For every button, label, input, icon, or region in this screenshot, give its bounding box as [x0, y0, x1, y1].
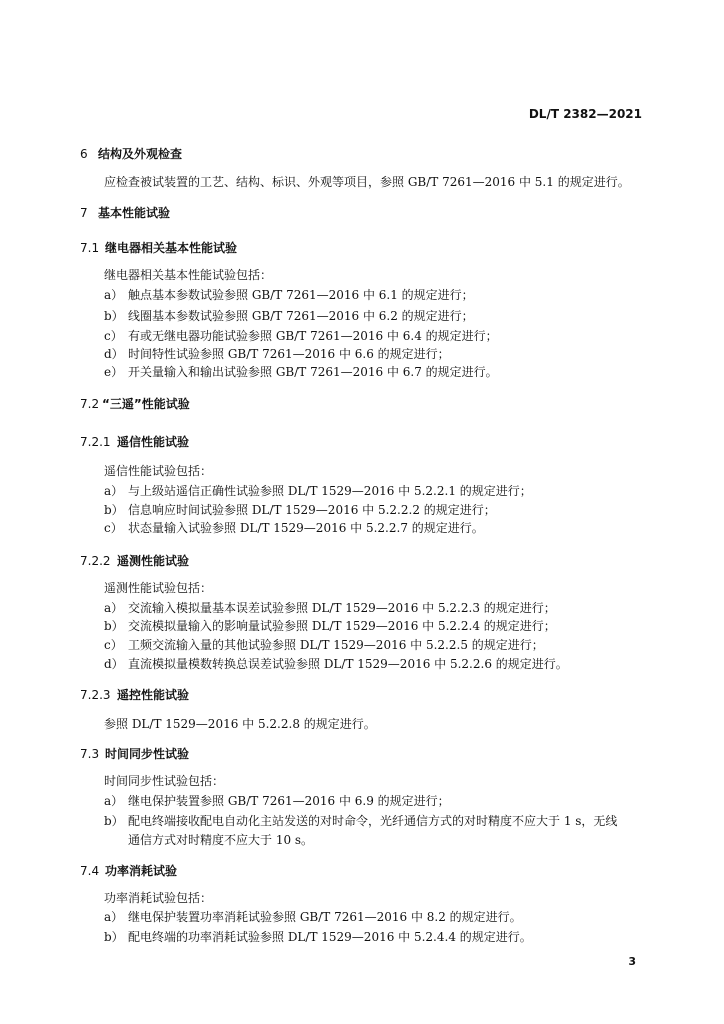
list-text: 触点基本参数试验参照 GB/T 7261—2016 中 6.1 的规定进行；: [128, 288, 474, 302]
list-marker: e）: [104, 365, 124, 379]
heading-7-2-2: [80, 553, 189, 569]
section-number: 7.4: [80, 864, 100, 878]
section-title: 继电器相关基本性能试验: [105, 241, 238, 255]
standard-code: DL/T 2382—2021: [528, 107, 642, 121]
section-number: 7.2.2: [80, 554, 111, 568]
list-text: 有或无继电器功能试验参照 GB/T 7261—2016 中 6.4 的规定进行；: [128, 329, 498, 343]
heading-7: [80, 205, 170, 221]
list-item: [104, 520, 484, 536]
list-marker: d）: [104, 347, 124, 361]
list-marker: c）: [104, 329, 123, 343]
list-item: [104, 637, 544, 653]
section-title: 功率消耗试验: [105, 864, 178, 878]
section-number: 6: [80, 147, 88, 161]
page-number: 3: [628, 955, 636, 968]
list-marker: a）: [104, 484, 124, 498]
heading-7-1: [80, 240, 237, 256]
list-text: 配电终端接收配电自动化主站发送的对时命令，光纤通信方式的对时精度不应大于 1 s，无线: [128, 814, 618, 828]
section-number: 7.3: [80, 747, 100, 761]
heading-7-2: [80, 396, 190, 412]
list-item: [104, 618, 556, 634]
list-item: [104, 346, 450, 362]
heading-7-3: [80, 746, 189, 762]
list-text: 交流模拟量输入的影响量试验参照 DL/T 1529—2016 中 5.2.2.4 的规定进行；: [128, 619, 556, 633]
section-title: 遥控性能试验: [117, 688, 190, 702]
list-item: [104, 813, 617, 829]
list-item: [104, 909, 522, 925]
list-text: 工频交流输入量的其他试验参照 DL/T 1529—2016 中 5.2.2.5 的规定进行；: [128, 638, 544, 652]
list-marker: b）: [104, 619, 124, 633]
heading-6: [80, 146, 182, 162]
list-item: [104, 287, 474, 303]
section-number: 7.2: [80, 397, 100, 411]
list-marker: a）: [104, 288, 124, 302]
list-item: [104, 502, 496, 518]
list-item: [104, 793, 450, 809]
list-text: 状态量输入试验参照 DL/T 1529—2016 中 5.2.2.7 的规定进行。: [128, 521, 484, 535]
list-text: 继电保护装置参照 GB/T 7261—2016 中 6.9 的规定进行；: [128, 794, 450, 808]
list-text: 信息响应时间试验参照 DL/T 1529—2016 中 5.2.2.2 的规定进行；: [128, 503, 496, 517]
list-marker: b）: [104, 814, 124, 828]
heading-7-4: [80, 863, 177, 879]
list-item: [104, 929, 532, 945]
section-7-3-intro: 时间同步性试验包括：: [104, 774, 225, 788]
list-text: 配电终端的功率消耗试验参照 DL/T 1529—2016 中 5.2.4.4 的规定进行。: [128, 930, 532, 944]
section-title: “三遥”性能试验: [102, 397, 190, 411]
list-text: 与上级站遥信正确性试验参照 DL/T 1529—2016 中 5.2.2.1 的规定进行；: [128, 484, 532, 498]
heading-7-2-1: [80, 434, 189, 450]
section-7-2-3-body: 参照 DL/T 1529—2016 中 5.2.2.8 的规定进行。: [104, 717, 376, 731]
list-marker: a）: [104, 601, 124, 615]
list-marker: c）: [104, 638, 123, 652]
list-marker: a）: [104, 794, 124, 808]
section-title: 遥信性能试验: [117, 435, 190, 449]
list-text: 继电保护装置功率消耗试验参照 GB/T 7261—2016 中 8.2 的规定进行。: [128, 910, 522, 924]
section-7-4-intro: 功率消耗试验包括：: [104, 891, 213, 905]
section-title: 结构及外观检查: [98, 147, 183, 161]
section-7-2-2-intro: 遥测性能试验包括：: [104, 581, 213, 595]
list-marker: b）: [104, 930, 124, 944]
list-marker: b）: [104, 503, 124, 517]
section-number: 7: [80, 206, 88, 220]
list-text: 交流输入模拟量基本误差试验参照 DL/T 1529—2016 中 5.2.2.3 的规定进行；: [128, 601, 556, 615]
list-item-continuation: 通信方式对时精度不应大于 10 s。: [128, 833, 314, 847]
section-7-1-intro: 继电器相关基本性能试验包括：: [104, 268, 273, 282]
section-7-2-1-intro: 遥信性能试验包括：: [104, 464, 213, 478]
list-marker: d）: [104, 657, 124, 671]
section-number: 7.2.1: [80, 435, 111, 449]
section-title: 遥测性能试验: [117, 554, 190, 568]
list-item: [104, 364, 498, 380]
list-text: 开关量输入和输出试验参照 GB/T 7261—2016 中 6.7 的规定进行。: [128, 365, 498, 379]
list-item: [104, 656, 568, 672]
list-item: [104, 600, 556, 616]
section-number: 7.2.3: [80, 688, 111, 702]
section-6-body: 应检查被试装置的工艺、结构、标识、外观等项目，参照 GB/T 7261—2016 中 5.1 的规定进行。: [104, 175, 630, 189]
list-marker: b）: [104, 309, 124, 323]
list-item: [104, 328, 498, 344]
list-item: [104, 483, 532, 499]
section-number: 7.1: [80, 241, 100, 255]
section-title: 基本性能试验: [98, 206, 171, 220]
section-title: 时间同步性试验: [105, 747, 190, 761]
list-text: 时间特性试验参照 GB/T 7261—2016 中 6.6 的规定进行；: [128, 347, 450, 361]
list-text: 线圈基本参数试验参照 GB/T 7261—2016 中 6.2 的规定进行；: [128, 309, 474, 323]
list-text: 直流模拟量模数转换总误差试验参照 DL/T 1529—2016 中 5.2.2.6 的规定进行。: [128, 657, 568, 671]
list-marker: c）: [104, 521, 123, 535]
list-marker: a）: [104, 910, 124, 924]
list-item: [104, 308, 474, 324]
heading-7-2-3: [80, 687, 189, 703]
